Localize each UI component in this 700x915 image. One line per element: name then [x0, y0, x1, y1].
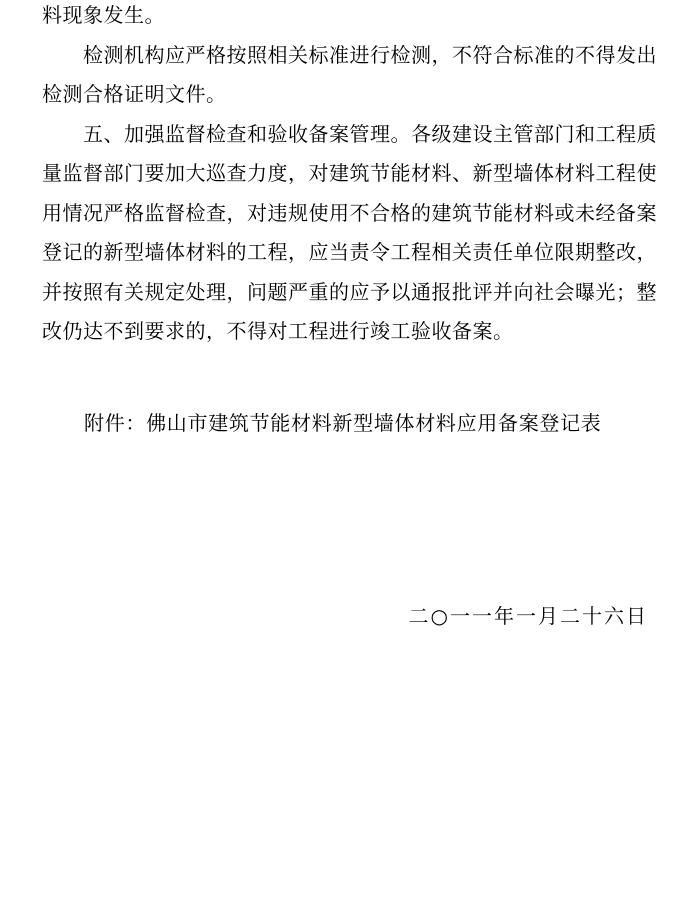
- document-date: 二○一一年一月二十六日: [408, 604, 648, 628]
- body-text: [42, 0, 658, 352]
- paragraph-continuation: 料现象发生。: [42, 3, 165, 27]
- paragraph-testing-agencies: 检测机构应严格按照相关标准进行检测，不符合标准的不得发出检测合格证明文件。: [42, 42, 657, 106]
- paragraph-supervision-acceptance: 五、加强监督检查和验收备案管理。各级建设主管部门和工程质量监督部门要加大巡查力度，对建筑节能材料、新型墙体材料工程使用情况严格监督检查，对违规使用不合格的建筑节能材料或未经备案登记的新型墙体材料的工程，应当责令工程相关责任单位限期整改，并按照有关规定处理，问题严重的应予以通报批评并向社会曝光；整改仍达不到要求的，不得对工程进行竣工验收备案。: [42, 121, 657, 343]
- attachment-line: 附件：佛山市建筑节能材料新型墙体材料应用备案登记表: [84, 411, 602, 435]
